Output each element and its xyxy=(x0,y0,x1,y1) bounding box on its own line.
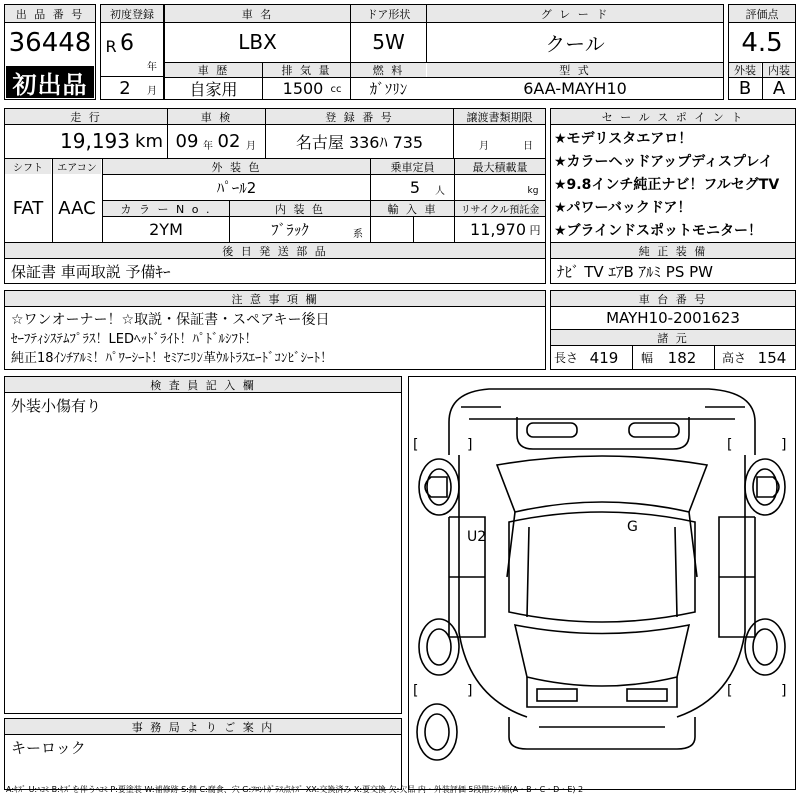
history-label: 車 歴 xyxy=(165,63,262,77)
office-notes: キーロック xyxy=(11,738,86,757)
first-reg-label: 初度登録 xyxy=(101,5,163,22)
int-color-unit: 系 xyxy=(353,228,363,240)
inspector-box xyxy=(4,376,402,714)
color-number: 2YM xyxy=(149,219,183,239)
diagram-bracket: [ xyxy=(413,683,419,699)
ac-label: エアコン xyxy=(53,159,101,174)
exterior-label: 外装 xyxy=(729,63,761,77)
equipment-label: 純 正 装 備 xyxy=(551,243,795,258)
inspector-label: 検 査 員 記 入 欄 xyxy=(5,377,401,392)
length-label: 長さ xyxy=(553,351,578,365)
door-type: 5W xyxy=(372,30,405,54)
interior-score: A xyxy=(772,78,786,99)
model-label: 型 式 xyxy=(427,63,723,77)
height: 154 xyxy=(757,348,787,367)
diagram-bracket: ] xyxy=(781,683,787,699)
mileage: 19,193 xyxy=(60,129,130,153)
load-unit: kg xyxy=(527,186,539,196)
parts-label: 後 日 発 送 部 品 xyxy=(5,243,545,258)
notes-label: 注 意 事 項 欄 xyxy=(5,291,545,306)
interior-label: 内装 xyxy=(763,63,795,77)
shift: FAT xyxy=(12,197,44,219)
car-damage-diagram xyxy=(409,377,795,789)
specs-label: 諸 元 xyxy=(551,330,795,345)
note-line: 純正18ｲﾝﾁｱﾙﾐ！ﾊﾟﾜｰｼｰﾄ！ｾﾐｱﾆﾘﾝ革ｳﾙﾄﾗｽｴｰﾄﾞｺﾝﾋﾞｼｰﾄ！ xyxy=(11,351,334,366)
capacity: 5 xyxy=(409,178,421,197)
ext-color-label: 外 装 色 xyxy=(103,159,370,174)
chassis-number: MAYH10-2001623 xyxy=(606,309,740,327)
sales-point: ★カラーヘッドアップディスプレイ xyxy=(554,154,773,170)
import-label: 輸 入 車 xyxy=(371,201,454,216)
score-label: 評価点 xyxy=(729,5,795,22)
car-name-label: 車 名 xyxy=(165,5,350,22)
license-plate: 名古屋 336ﾊ 735 xyxy=(295,132,424,152)
door-label: ドア形状 xyxy=(351,5,426,22)
recycle-fee: 11,970 xyxy=(470,219,526,239)
air-conditioner: AAC xyxy=(58,197,96,219)
diagram-bracket: ] xyxy=(781,437,787,453)
displacement: 1500 xyxy=(282,79,324,98)
shift-label: シフト xyxy=(5,159,51,174)
color-no-label: カ ラ ー N o . xyxy=(103,201,229,216)
reg-year: 6 xyxy=(120,30,134,56)
equipment: ﾅﾋﾞ TV ｴｱB ｱﾙﾐ PS PW xyxy=(557,262,713,281)
capacity-unit: 人 xyxy=(435,185,445,197)
sales-label: セ ー ル ス ポ イ ン ト xyxy=(551,109,795,124)
first-listing-badge: 初出品 xyxy=(6,66,94,98)
inspection-label: 車 検 xyxy=(168,109,265,124)
exterior-score: B xyxy=(738,78,752,99)
damage-mark-u2: U2 xyxy=(467,529,487,545)
load-label: 最大積載量 xyxy=(455,159,545,174)
inspector-notes: 外装小傷有り xyxy=(11,396,102,415)
diagram-bracket: [ xyxy=(413,437,419,453)
plate-label: 登 録 番 号 xyxy=(266,109,453,124)
height-label: 高さ xyxy=(721,351,746,365)
diagram-bracket: [ xyxy=(727,437,733,453)
month-unit: 月 xyxy=(147,85,157,96)
era: R xyxy=(105,36,117,56)
int-color: ﾌﾞﾗｯｸ xyxy=(271,220,309,239)
car-name: LBX xyxy=(238,30,277,54)
displacement-label: 排 気 量 xyxy=(263,63,350,77)
recycle-label: リサイクル預託金 xyxy=(455,201,545,216)
year-unit: 年 xyxy=(147,61,157,72)
reg-month: 2 xyxy=(119,77,131,99)
width-label: 幅 xyxy=(640,351,653,365)
grade-label: グ レ ー ド xyxy=(427,5,723,22)
diagram-bracket: [ xyxy=(727,683,733,699)
insp-year: 09 xyxy=(175,130,199,152)
chassis-label: 車 台 番 号 xyxy=(551,291,795,306)
sales-point: ★9.8インチ純正ナビ！フルセグTV xyxy=(554,177,780,193)
history: 自家用 xyxy=(189,80,238,99)
transfer-day-unit: 日 xyxy=(523,140,533,152)
insp-year-unit: 年 xyxy=(203,140,213,152)
fuel: ｶﾞｿﾘﾝ xyxy=(369,80,408,98)
grade: クール xyxy=(545,31,605,56)
sales-point: ★パワーバックドア！ xyxy=(554,200,692,216)
legend: A:ｷｽﾞ U:ﾍｺﾐ B:ｷｽﾞを伴うﾍｺﾐ P:要塗装 W:補修跡 S:錆 C:腐食、穴 G:ﾌﾛﾝﾄｶﾞﾗｽ点ｷｽﾞ XX:交換済み X:要交換 欠:欠品 内・外装評価 5段階ﾗﾝｸ順(A・B・C・D・E) 2 xyxy=(6,784,584,794)
damage-mark-g: G xyxy=(627,519,638,535)
fuel-label: 燃 料 xyxy=(351,63,426,77)
office-label: 事 務 局 よ り ご 案 内 xyxy=(5,719,401,734)
capacity-label: 乗車定員 xyxy=(371,159,454,174)
insp-month-unit: 月 xyxy=(246,140,256,152)
length: 419 xyxy=(589,348,619,367)
parts-to-send: 保証書 車両取説 予備ｷｰ xyxy=(11,262,171,281)
note-line: ☆ワンオーナー！☆取説・保証書・スペアキー後日 xyxy=(11,311,330,328)
displacement-unit: cc xyxy=(330,84,342,95)
mileage-unit: km xyxy=(135,130,163,152)
ext-color: ﾊﾟｰﾙ2 xyxy=(216,179,257,197)
lot-label: 出 品 番 号 xyxy=(5,5,95,22)
lot-number: 36448 xyxy=(8,28,92,58)
transfer-month-unit: 月 xyxy=(479,140,489,152)
diagram-bracket: ] xyxy=(467,437,473,453)
transfer-label: 譲渡書類期限 xyxy=(454,109,545,124)
diagram-bracket: ] xyxy=(467,683,473,699)
sales-point: ★モデリスタエアロ！ xyxy=(554,131,693,147)
recycle-unit: 円 xyxy=(529,224,541,237)
note-line: ｾｰﾌﾃｨｼｽﾃﾑﾌﾟﾗｽ！LEDﾍｯﾄﾞﾗｲﾄ！ﾊﾟﾄﾞﾙｼﾌﾄ！ xyxy=(11,332,258,347)
model: 6AA-MAYH10 xyxy=(523,79,627,98)
sales-point: ★ブラインドスポットモニター！ xyxy=(554,223,762,239)
mileage-label: 走 行 xyxy=(5,109,167,124)
score: 4.5 xyxy=(741,27,783,58)
int-color-label: 内 装 色 xyxy=(230,201,370,216)
width: 182 xyxy=(667,348,697,367)
insp-month: 02 xyxy=(217,130,241,152)
